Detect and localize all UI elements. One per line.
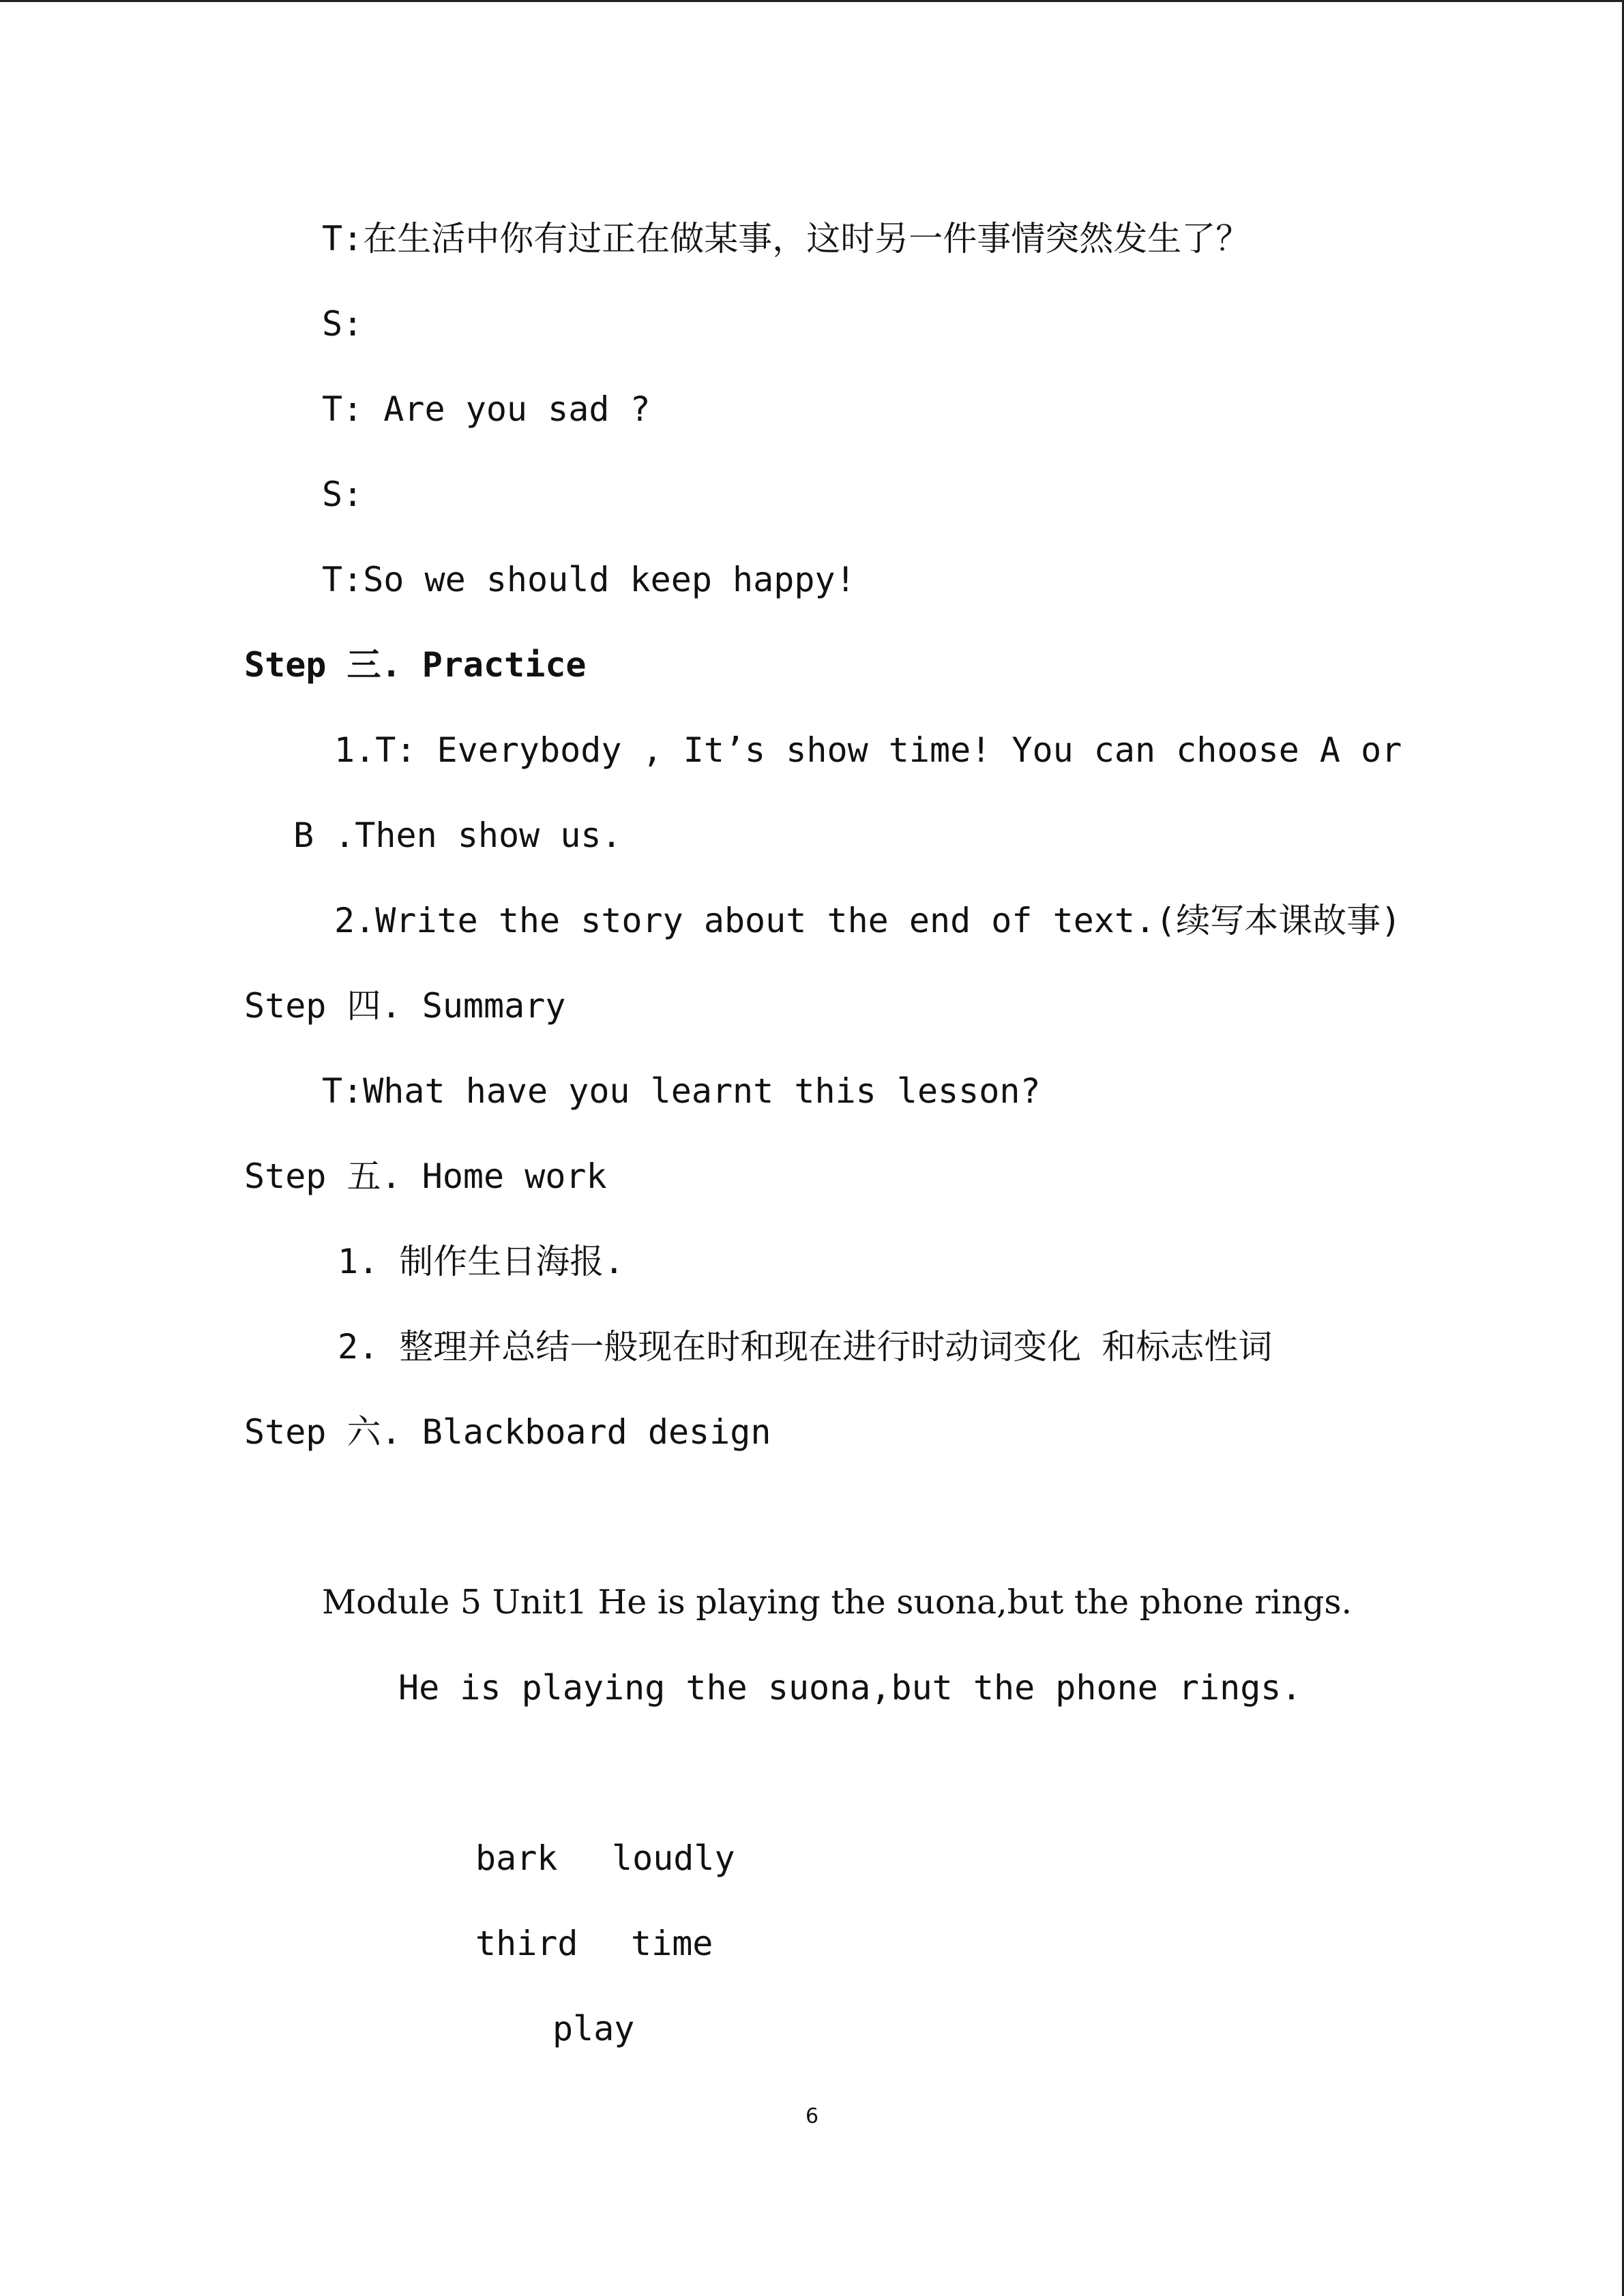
blackboard-word-loudly: loudly [612, 1838, 735, 1878]
blackboard-word-bark: bark [475, 1838, 558, 1878]
step5-item1: 1. 制作生日海报. [338, 1242, 625, 1281]
blackboard-word-time: time [631, 1924, 713, 1963]
step4-heading: Step 四. Summary [244, 986, 566, 1026]
blackboard-word-third: third [475, 1924, 578, 1963]
dialogue-line-4: S: [322, 475, 364, 514]
dialogue-line-2: S: [322, 304, 364, 344]
step3-item1-line-a: 1.T: Everybody , It’s show time! You can choose A or [334, 730, 1402, 770]
dialogue-line-3: T: Are you sad ? [322, 389, 651, 429]
step3-heading: Step 三. Practice [244, 645, 587, 685]
step3-item2: 2.Write the story about the end of text.(续写本课故事) [334, 901, 1402, 940]
top-border-line [0, 0, 1624, 2]
step5-heading: Step 五. Home work [244, 1157, 607, 1196]
blackboard-word-play: play [552, 2009, 635, 2048]
step4-text: T:What have you learnt this lesson? [322, 1071, 1041, 1111]
page-number: 6 [805, 2104, 819, 2128]
dialogue-line-5: T:So we should keep happy! [322, 560, 856, 599]
step3-item1-line-b: B .Then show us. [293, 816, 622, 855]
step5-item2: 2. 整理并总结一般现在时和现在进行时动词变化 和标志性词 [338, 1327, 1273, 1367]
blackboard-subtitle: He is playing the suona,but the phone rings. [398, 1668, 1302, 1708]
dialogue-line-1: T:在生活中你有过正在做某事，这时另一件事情突然发生了？ [322, 219, 1250, 258]
blackboard-title: Module 5 Unit1 He is playing the suona,but the phone rings. [322, 1583, 1353, 1622]
step6-heading: Step 六. Blackboard design [244, 1412, 771, 1452]
